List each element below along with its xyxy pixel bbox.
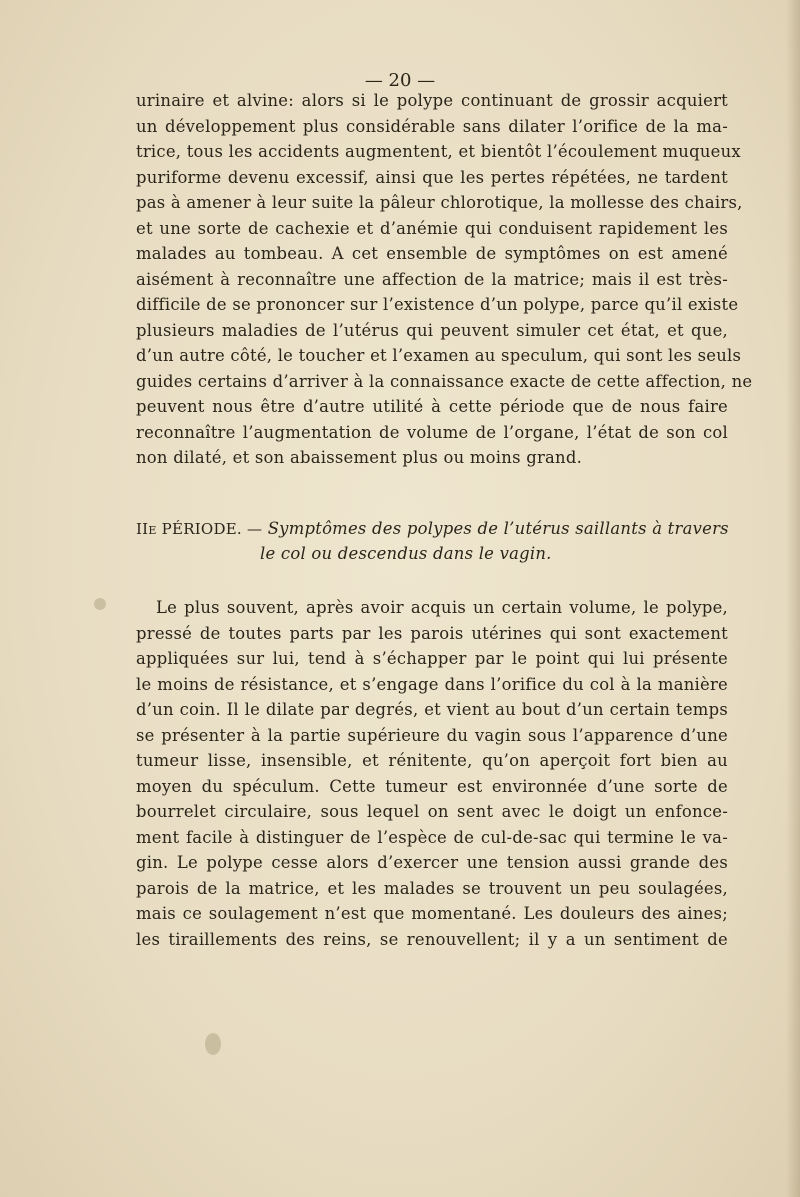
text-line: gin. Le polype cesse alors d’exercer une tension aussi grande des xyxy=(136,853,728,872)
text-line: tumeur lisse, insensible, et rénitente, qu’on aperçoit fort bien au xyxy=(136,751,728,770)
text-line: puriforme devenu excessif, ainsi que les pertes répétées, ne tardent xyxy=(136,167,728,187)
text-line: malades au tombeau. A cet ensemble de symptômes on est amené xyxy=(136,244,728,263)
text-line: les tiraillements des reins, se renouvellent; il y a un sentiment de xyxy=(136,929,728,949)
text-line: trice, tous les accidents augmentent, et bientôt l’écoulement muqueux xyxy=(136,142,741,161)
text-line: parois de la matrice, et les malades se trouvent un peu soulagées, xyxy=(136,878,728,898)
text-line: guides certains d’arriver à la connaissance exacte de cette affection, ne xyxy=(136,371,753,391)
text-line: reconnaître l’augmentation de volume de l’organe, l’état de son col xyxy=(136,422,728,442)
text-line: peuvent nous être d’autre utilité à cette période que de nous faire xyxy=(136,397,728,416)
text-line: appliquées sur lui, tend à s’échapper par le point qui lui présente xyxy=(136,649,728,668)
text-line: non dilaté, et son abaissement plus ou moins grand. xyxy=(136,448,583,467)
text-line: difficile de se prononcer sur l’existence d’un polype, parce qu’il existe xyxy=(136,295,739,314)
text-line: et une sorte de cachexie et d’anémie qui conduisent rapidement les xyxy=(136,218,728,238)
text-line: pas à amener à leur suite la pâleur chlorotique, la mollesse des chairs, xyxy=(136,193,743,212)
page-edge-shadow xyxy=(786,0,800,1197)
text-line: urinaire et alvine: alors si le polype continuant de grossir acquiert xyxy=(136,91,728,110)
page-number: — 20 — xyxy=(364,70,436,91)
period-label: IIe PÉRIODE. — xyxy=(136,520,263,538)
text-line: ment facile à distinguer de l’espèce de cul-de-sac qui termine le va- xyxy=(136,827,728,847)
text-line: plusieurs maladies de l’utérus qui peuvent simuler cet état, et que, xyxy=(136,320,728,340)
text-line: se présenter à la partie supérieure du vagin sous l’apparence d’une xyxy=(136,725,728,745)
text-line: Le plus souvent, après avoir acquis un certain volume, le polype, xyxy=(156,598,728,617)
text-line: pressé de toutes parts par les parois utérines qui sont exactement xyxy=(136,623,728,643)
text-line: mais ce soulagement n’est que momentané. Les douleurs des aines; xyxy=(136,904,728,923)
heading-line-1 xyxy=(136,516,729,542)
text-line: moyen du spéculum. Cette tumeur est environnée d’une sorte de xyxy=(136,776,728,796)
text-line: aisément à reconnaître une affection de la matrice; mais il est très- xyxy=(136,269,728,289)
text-line: un développement plus considérable sans dilater l’orifice de la ma- xyxy=(136,116,728,136)
ink-stain xyxy=(205,1033,221,1055)
text-line: d’un coin. Il le dilate par degrés, et vient au bout d’un certain temps xyxy=(136,700,728,719)
heading-title-2: le col ou descendus dans le vagin. xyxy=(260,544,552,563)
ink-stain xyxy=(94,598,106,610)
heading-title-1: Symptômes des polypes de l’utérus saillants à travers xyxy=(267,519,729,538)
text-line: le moins de résistance, et s’engage dans l’orifice du col à la manière xyxy=(136,674,728,694)
text-line: bourrelet circulaire, sous lequel on sent avec le doigt un enfonce- xyxy=(136,802,728,821)
text-line: d’un autre côté, le toucher et l’examen au speculum, qui sont les seuls xyxy=(136,346,742,365)
